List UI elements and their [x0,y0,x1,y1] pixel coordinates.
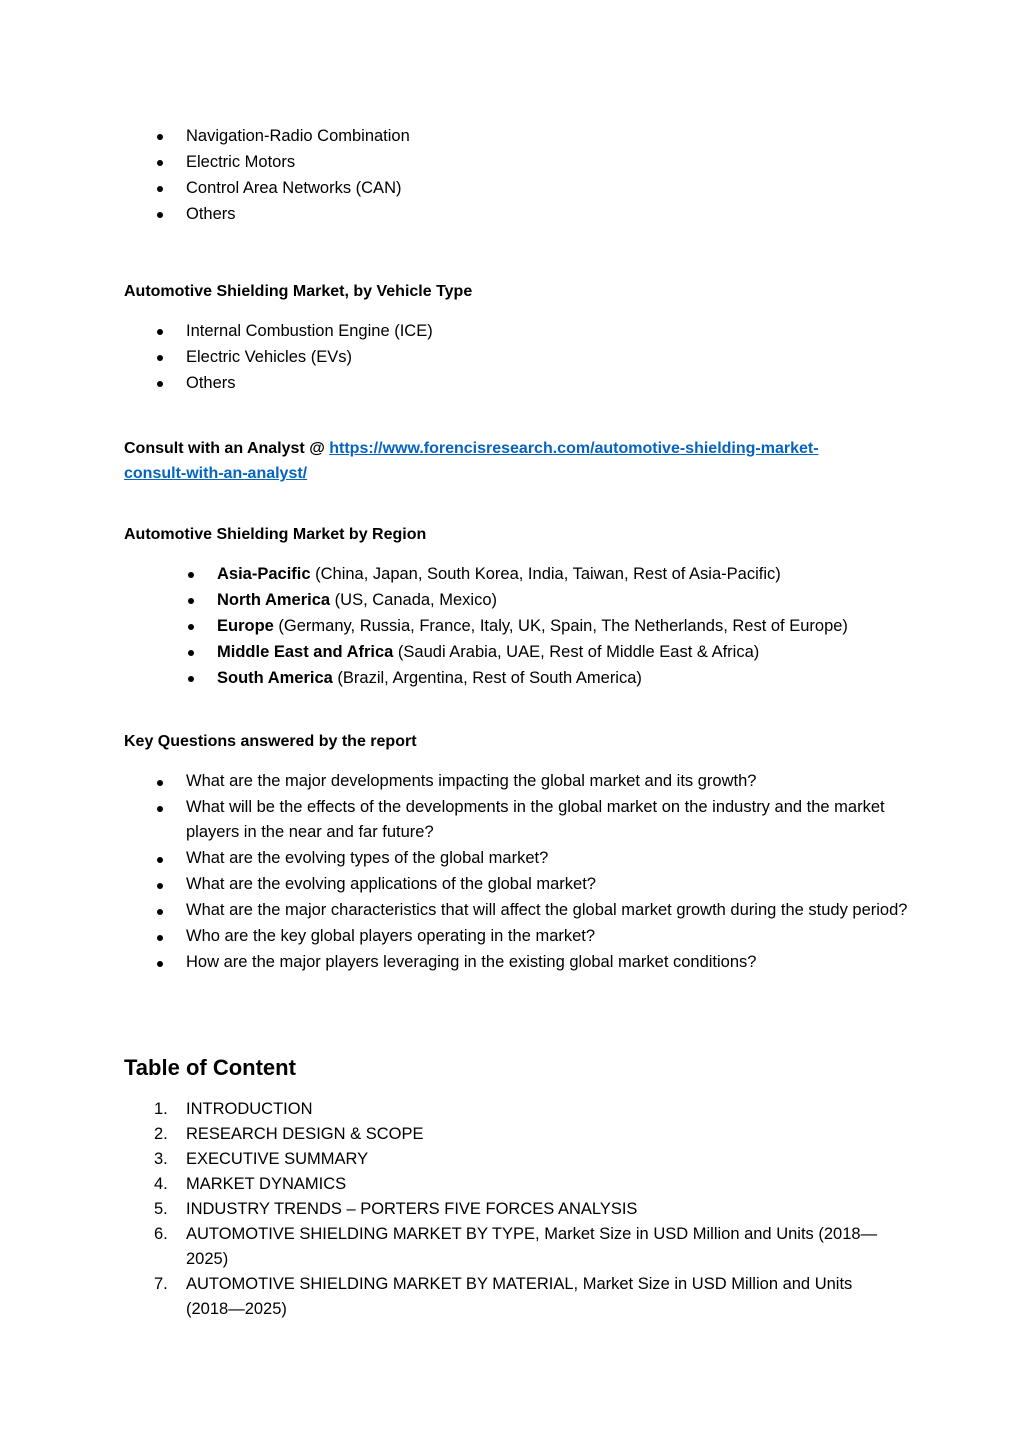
list-item: North America (US, Canada, Mexico) [155,587,915,613]
list-item: Electric Vehicles (EVs) [124,344,884,370]
list-item: South America (Brazil, Argentina, Rest of South America) [155,665,915,691]
list-item: How are the major players leveraging in the existing global market conditions? [124,950,914,976]
toc-list [124,1097,884,1322]
questions-list [124,769,914,976]
list-item: What are the evolving types of the global market? [124,846,914,872]
bullet-icon [157,909,163,915]
list-item: Who are the key global players operating in the market? [124,924,914,950]
bullet-icon [157,160,163,166]
bullet-icon [188,572,194,578]
toc-item: 1. INTRODUCTION [154,1100,313,1118]
bullet-icon [157,381,163,387]
consult-link[interactable]: https://www.forencisresearch.com/automotive-shielding-market- consult-with-an-analyst/ [124,440,819,482]
toc-item: 4. MARKET DYNAMICS [154,1175,347,1193]
bullet-icon [157,186,163,192]
list-item: What are the major developments impacting the global market and its growth? [124,769,914,795]
region-list [155,561,915,691]
toc-item: 6. AUTOMOTIVE SHIELDING MARKET BY TYPE, Market Size in USD Million and Units (2018—2025) [154,1225,878,1268]
list-item: Others [124,370,884,396]
list-item: Navigation-Radio Combination [124,123,884,149]
toc-item: 2. RESEARCH DESIGN & SCOPE [154,1125,424,1143]
consult-label: Consult with an Analyst @ [124,440,330,457]
bullet-icon [157,961,163,967]
list-item: Others [124,201,884,227]
bullet-icon [157,857,163,863]
bullet-icon [157,134,163,140]
bullet-icon [157,883,163,889]
vehicle-type-list [124,318,884,396]
application-list [124,123,884,227]
toc-item: 5. INDUSTRY TRENDS – PORTERS FIVE FORCES ANALYSIS [154,1200,638,1218]
list-item: Asia-Pacific (China, Japan, South Korea, India, Taiwan, Rest of Asia-Pacific) [155,561,915,587]
list-item: Internal Combustion Engine (ICE) [124,318,884,344]
bullet-icon [188,650,194,656]
bullet-icon [157,806,163,812]
list-item: What will be the effects of the developments in the global market on the industry and the market players in the near and far future? [124,795,914,846]
bullet-icon [188,676,194,682]
list-item: Middle East and Africa (Saudi Arabia, UAE, Rest of Middle East & Africa) [155,639,915,665]
bullet-icon [157,329,163,335]
toc-item: 3. EXECUTIVE SUMMARY [154,1150,369,1168]
toc-item: 7. AUTOMOTIVE SHIELDING MARKET BY MATERIAL, Market Size in USD Million and Units (2018—2025) [154,1275,853,1318]
toc-heading: Table of Content [124,1055,296,1080]
questions-heading: Key Questions answered by the report [124,733,417,750]
bullet-icon [188,624,194,630]
list-item: Electric Motors [124,149,884,175]
consult-paragraph [124,436,904,486]
bullet-icon [157,212,163,218]
vehicle-type-heading: Automotive Shielding Market, by Vehicle Type [124,283,473,300]
list-item: Control Area Networks (CAN) [124,175,884,201]
bullet-icon [157,355,163,361]
list-item: Europe (Germany, Russia, France, Italy, UK, Spain, The Netherlands, Rest of Europe) [155,613,915,639]
region-heading: Automotive Shielding Market by Region [124,526,427,543]
list-item: What are the major characteristics that will affect the global market growth during the study period? [124,898,914,924]
bullet-icon [188,598,194,604]
bullet-icon [157,935,163,941]
list-item: What are the evolving applications of the global market? [124,872,914,898]
bullet-icon [157,780,163,786]
